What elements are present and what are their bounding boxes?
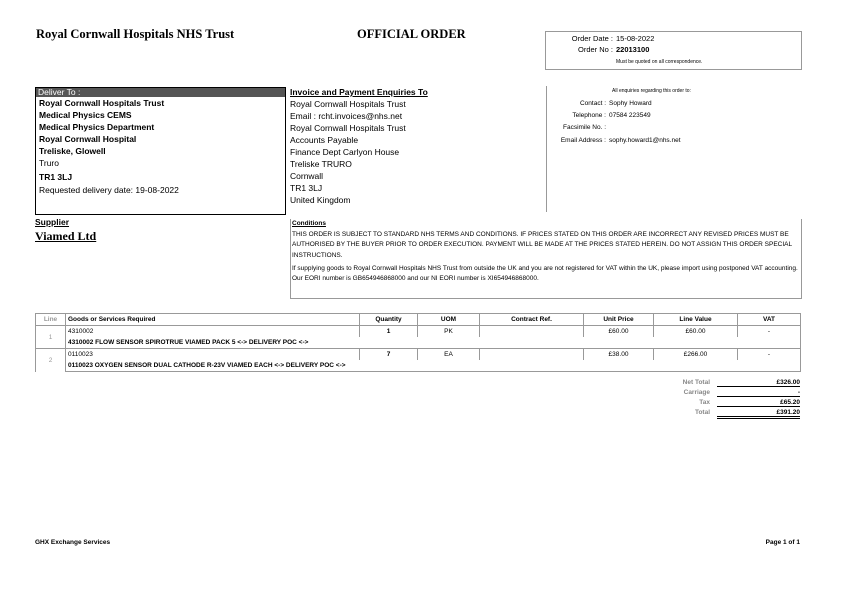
- telephone-number: 07584 223549: [609, 112, 651, 119]
- net-total-value: £326.00: [717, 379, 800, 387]
- invoice-line: Finance Dept Carlyon House: [290, 147, 400, 157]
- line-value: £266.00: [654, 349, 738, 361]
- tax-label: Tax: [699, 399, 710, 406]
- trust-name: Royal Cornwall Hospitals NHS Trust: [36, 27, 235, 41]
- column-header: VAT: [738, 314, 801, 326]
- deliver-line: Medical Physics CEMS: [39, 110, 132, 120]
- table-row: [36, 326, 801, 338]
- table-header: [36, 314, 801, 326]
- email-label: Email Address :: [560, 137, 606, 144]
- conditions-title: Conditions: [292, 220, 326, 227]
- vat: -: [738, 349, 801, 361]
- uom: PK: [418, 326, 480, 338]
- invoice-line: TR1 3LJ: [290, 183, 323, 193]
- contract-ref: [480, 326, 584, 338]
- invoice-line: Royal Cornwall Hospitals Trust: [290, 123, 406, 133]
- order-date-label: Order Date :: [571, 34, 613, 43]
- contact-label: Contact :: [579, 100, 606, 107]
- column-header: Quantity: [360, 314, 418, 326]
- invoice-title: Invoice and Payment Enquiries To: [290, 87, 428, 97]
- item-description: 0110023 OXYGEN SENSOR DUAL CATHODE R-23V VIAMED EACH <-> DELIVERY POC <->: [66, 360, 801, 372]
- invoice-line: Email : rcht.invoices@nhs.net: [290, 111, 403, 121]
- carriage-row: [640, 389, 800, 399]
- order-number: 22013100: [616, 45, 650, 54]
- column-header: Goods or Services Required: [66, 314, 360, 326]
- order-date: 15-08-2022: [616, 34, 655, 43]
- column-header: UOM: [418, 314, 480, 326]
- table-row: [36, 349, 801, 361]
- line-value: £60.00: [654, 326, 738, 338]
- unit-price: £38.00: [584, 349, 654, 361]
- deliver-line: Truro: [39, 158, 59, 168]
- column-header: Unit Price: [584, 314, 654, 326]
- deliver-to-title: Deliver To :: [36, 88, 285, 97]
- order-info-box: [545, 31, 802, 70]
- deliver-line: Royal Cornwall Hospitals Trust: [39, 98, 165, 108]
- invoice-line: United Kingdom: [290, 195, 351, 205]
- net-total-row: [640, 379, 800, 389]
- fax-label: Facsimile No. :: [563, 124, 606, 131]
- deliver-address: [36, 97, 285, 196]
- page-number: Page 1 of 1: [765, 539, 800, 546]
- conditions-text: [292, 230, 798, 284]
- column-header: Line: [36, 314, 66, 326]
- conditions-paragraph: THIS ORDER IS SUBJECT TO STANDARD NHS TERMS AND CONDITIONS. IF PRICES STATED ON THIS ORDER ARE INCORRECT ANY REVISED PRICES MUST BE AUTHORISED BY THE BUYER PRIOR TO ORDER EXECUTION. PAYMENT WILL BE MADE AT THE PRICES STATED HEREIN. DO NOT ASSIGN THIS ORDER SPECIAL INSTRUCTIONS.: [292, 231, 792, 259]
- delivery-date: Requested delivery date: 19-08-2022: [39, 185, 179, 195]
- deliver-line: Royal Cornwall Hospital: [39, 134, 137, 144]
- totals-block: [640, 379, 800, 419]
- quantity: 1: [360, 326, 418, 338]
- email-address[interactable]: sophy.howard1@nhs.net: [609, 137, 681, 144]
- line-number: 1: [36, 326, 66, 349]
- deliver-line: Medical Physics Department: [39, 122, 155, 132]
- invoice-line: Royal Cornwall Hospitals Trust: [290, 99, 406, 109]
- quantity: 7: [360, 349, 418, 361]
- product-code: 0110023: [66, 349, 360, 361]
- unit-price: £60.00: [584, 326, 654, 338]
- invoice-line: Cornwall: [290, 171, 324, 181]
- deliver-to-box: [35, 87, 286, 215]
- order-quote-note: Must be quoted on all correspondence.: [616, 59, 703, 65]
- item-description: 4310002 FLOW SENSOR SPIROTRUE VIAMED PACK 5 <-> DELIVERY POC <->: [66, 337, 801, 349]
- invoice-address: [290, 86, 428, 206]
- tax-value: £65.20: [717, 399, 800, 407]
- grand-total-value: £391.20: [717, 409, 800, 419]
- deliver-line: Treliske, Glowell: [39, 146, 106, 156]
- conditions-paragraph: If supplying goods to Royal Cornwall Hospitals NHS Trust from outside the UK and you are not registered for VAT within the UK, please import using postponed VAT accounting. Our EORI number is GB654946868000 and our NI EORI number is XI654946868000.: [292, 264, 798, 283]
- carriage-label: Carriage: [683, 389, 710, 396]
- table-row-description: [36, 337, 801, 349]
- supplier-name: Viamed Ltd: [35, 229, 97, 243]
- order-number-label: Order No :: [577, 45, 613, 54]
- carriage-value: -: [717, 389, 800, 397]
- invoice-line: Accounts Payable: [290, 135, 359, 145]
- conditions-box: [290, 219, 802, 299]
- deliver-postcode: TR1 3LJ: [39, 172, 73, 182]
- contract-ref: [480, 349, 584, 361]
- contact-name: Sophy Howard: [609, 100, 652, 107]
- enquiries-note: All enquiries regarding this order to:: [612, 88, 691, 94]
- order-items-table: [35, 313, 801, 372]
- telephone-label: Telephone :: [572, 112, 606, 119]
- enquiries-panel: [546, 86, 801, 212]
- grand-total-row: [640, 409, 800, 419]
- line-number: 2: [36, 349, 66, 372]
- tax-row: [640, 399, 800, 409]
- uom: EA: [418, 349, 480, 361]
- column-header: Line Value: [654, 314, 738, 326]
- supplier-label: Supplier: [35, 217, 70, 227]
- footer-source: GHX Exchange Services: [35, 539, 111, 546]
- product-code: 4310002: [66, 326, 360, 338]
- grand-total-label: Total: [694, 409, 710, 416]
- table-row-description: [36, 360, 801, 372]
- net-total-label: Net Total: [682, 379, 710, 386]
- column-header: Contract Ref.: [480, 314, 584, 326]
- invoice-line: Treliske TRURO: [290, 159, 352, 169]
- document-title: OFFICIAL ORDER: [357, 27, 466, 41]
- vat: -: [738, 326, 801, 338]
